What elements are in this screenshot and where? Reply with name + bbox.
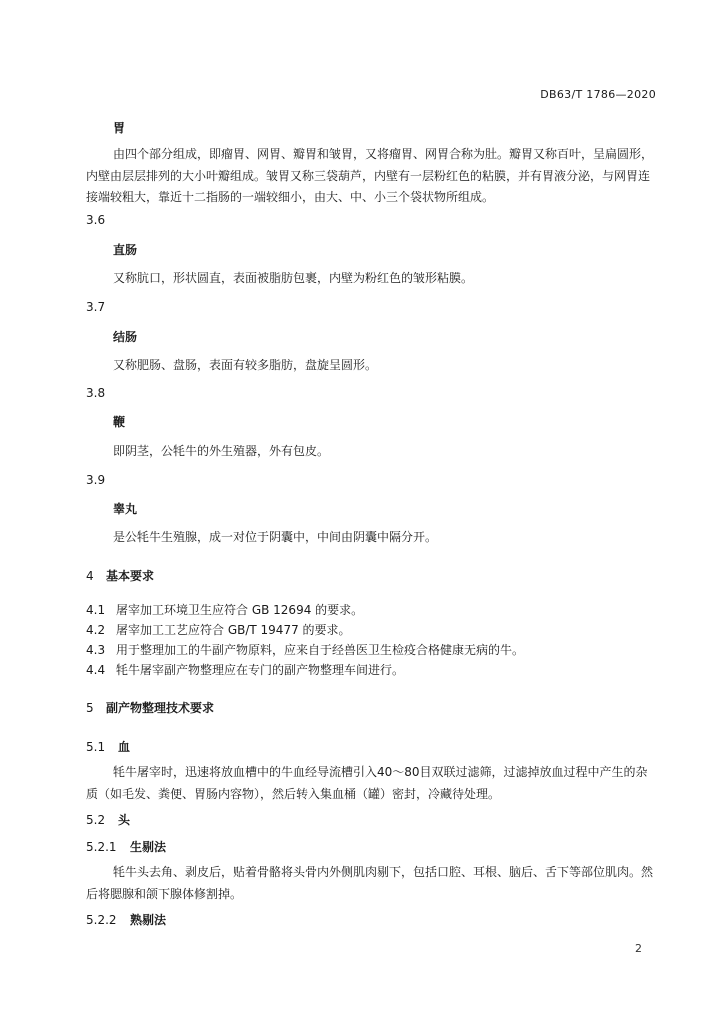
item-text: 牦牛屠宰副产物整理应在专门的副产物整理车间进行。: [116, 663, 405, 677]
standard-number: DB63/T 1786—2020: [540, 88, 656, 101]
item-number: 4.1: [86, 603, 106, 617]
requirement-item: [86, 601, 363, 618]
item-text: 用于整理加工的牛副产物原料，应来自于经兽医卫生检疫合格健康无病的牛。: [116, 643, 525, 657]
term-number-3-9: 3.9: [86, 473, 106, 487]
item-text: 屠宰加工工艺应符合 GB/T 19477 的要求。: [116, 623, 351, 637]
term-definition-colon: 又称肥肠、盘肠，表面有较多脂肪，盘旋呈圆形。: [113, 358, 378, 372]
term-title-penis: 鞭: [113, 415, 126, 429]
term-title-stomach: 胃: [113, 121, 126, 135]
subsection-heading-5-1: [86, 738, 130, 755]
item-text: 屠宰加工环境卫生应符合 GB 12694 的要求。: [116, 603, 364, 617]
term-title-rectum: 直肠: [113, 243, 138, 257]
term-definition-penis: 即阴茎，公牦牛的外生殖器，外有包皮。: [113, 444, 330, 458]
subsection-title: 熟剔法: [130, 913, 167, 927]
term-number-3-8: 3.8: [86, 386, 106, 400]
subsection-title: 头: [118, 813, 131, 827]
term-title-colon: 结肠: [113, 330, 138, 344]
subsection-heading-5-2: [86, 811, 130, 828]
page-number: 2: [635, 942, 642, 955]
section-heading-5: [86, 699, 214, 716]
raw-deboning-text: 牦牛头去角、剥皮后，贴着骨骼将头骨内外侧肌肉剔下，包括口腔、耳根、脑后、舌下等部位肌肉。然后将腮腺和颌下腺体修割掉。: [86, 865, 654, 901]
subsection-number: 5.2.1: [86, 840, 117, 854]
section-title: 基本要求: [106, 569, 155, 583]
requirement-item: [86, 621, 351, 638]
section-number: 5: [86, 701, 94, 715]
subsection-number: 5.2: [86, 813, 106, 827]
section-heading-4: [86, 567, 154, 584]
subsection-heading-5-2-2: [86, 911, 166, 928]
requirement-item: [86, 661, 404, 678]
term-number-3-7: 3.7: [86, 300, 106, 314]
section-title: 副产物整理技术要求: [106, 701, 215, 715]
term-definition-stomach: 由四个部分组成，即瘤胃、网胃、瓣胃和皱胃，又将瘤胃、网胃合称为肚。瓣胃又称百叶，呈扁圆形，内壁由层层排列的大小叶瓣组成。皱胃又称三袋葫芦，内壁有一层粉红色的粘膜，并有胃液分泌，与网胃连接端较粗大，靠近十二指肠的一端较细小，由大、中、小三个袋状物所组成。: [86, 147, 654, 204]
term-definition-testis: 是公牦牛生殖腺，成一对位于阴囊中，中间由阴囊中隔分开。: [113, 530, 438, 544]
term-number-3-6: 3.6: [86, 213, 106, 227]
term-definition-rectum: 又称肮口，形状圆直，表面被脂肪包裹，内壁为粉红色的皱形粘膜。: [113, 271, 474, 285]
item-number: 4.4: [86, 663, 106, 677]
item-number: 4.2: [86, 623, 106, 637]
subsection-title: 血: [118, 740, 131, 754]
subsection-number: 5.2.2: [86, 913, 117, 927]
blood-procedure-text: 牦牛屠宰时，迅速将放血槽中的牛血经导流槽引入40～80目双联过滤筛，过滤掉放血过程中产生的杂质（如毛发、粪便、胃肠内容物），然后转入集血桶（罐）密封，冷藏待处理。: [86, 765, 648, 801]
section-number: 4: [86, 569, 94, 583]
subsection-heading-5-2-1: [86, 838, 166, 855]
term-title-testis: 睾丸: [113, 502, 138, 516]
subsection-title: 生剔法: [130, 840, 167, 854]
subsection-number: 5.1: [86, 740, 106, 754]
item-number: 4.3: [86, 643, 106, 657]
requirement-item: [86, 641, 524, 658]
